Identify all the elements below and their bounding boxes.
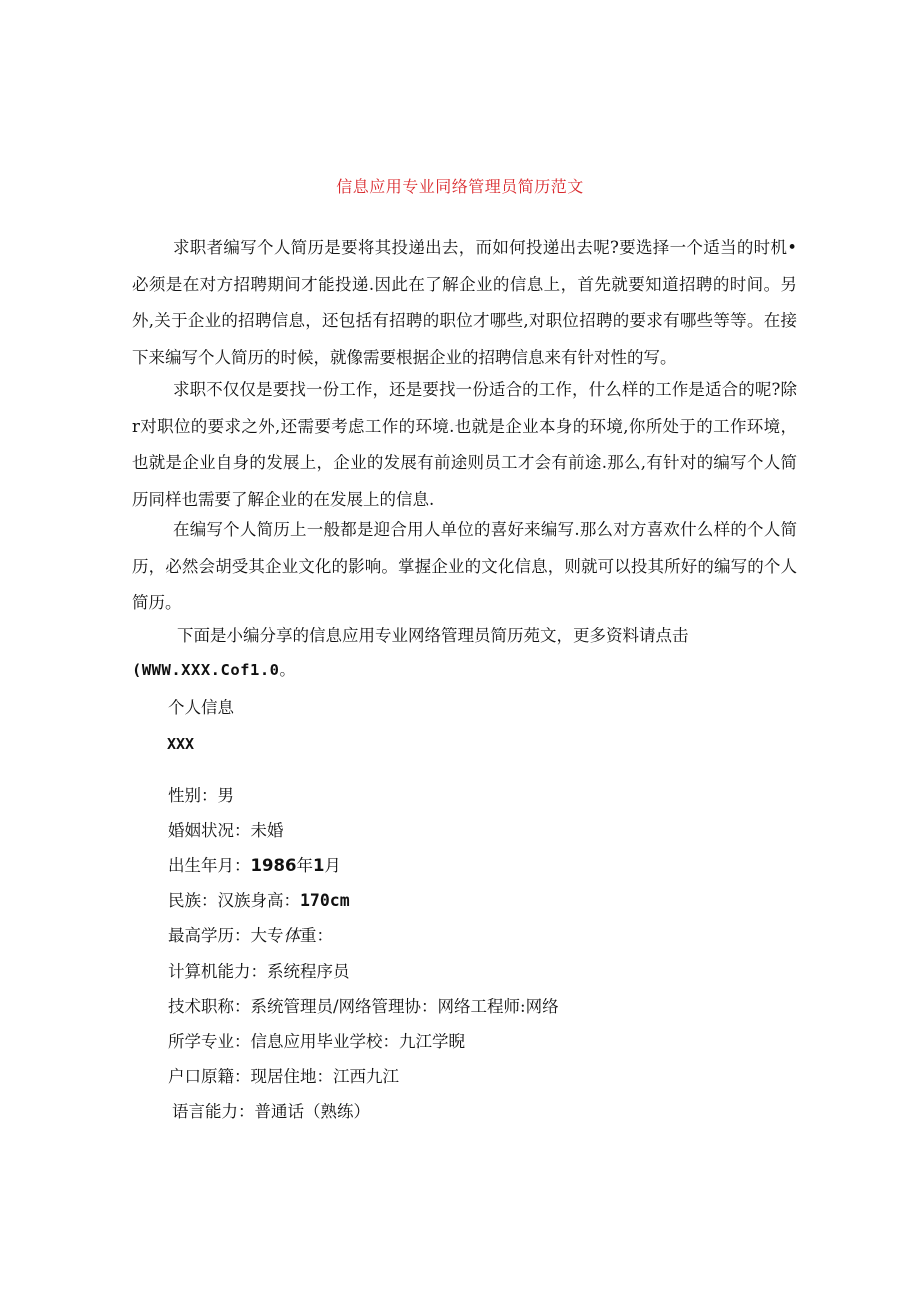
section-heading-personal-info: 个人信息 [168,698,234,717]
field-hukou [168,1063,399,1087]
field-marital-label: 婚姻状况： [168,821,251,840]
field-ethnicity-height-label: 民族：汉族身高： [168,891,300,910]
field-birth-label: 出生年月： [168,856,251,875]
field-birth-month-unit: 月 [324,856,341,875]
link-suffix: 。 [279,661,296,679]
field-birth-month: 1 [312,856,325,875]
field-marital-value: 未婚 [250,821,284,840]
field-birth-year-unit: 年 [296,856,313,875]
field-language-label: 语言能力： [172,1102,255,1121]
field-ethnicity-height [168,887,350,911]
field-title-skill [168,993,559,1017]
field-education-extra-suffix: 重： [300,926,333,945]
field-major-value: 信息应用毕业学校：九江学睨 [250,1032,465,1051]
resume-name: XXX [167,735,195,753]
field-major-label: 所学专业： [168,1032,251,1051]
field-computer-value: 系统程序员 [267,962,350,981]
field-hukou-value: 现居住地：江西九江 [250,1067,399,1086]
intro-line: 下面是小编分享的信息应用专业网络管理员简历苑文，更多资料请点击 [177,626,689,645]
field-language [172,1098,370,1122]
field-hukou-label: 户口原籍： [168,1067,251,1086]
field-computer [168,958,350,982]
paragraph-3: 在编写个人简历上一般都是迎合用人单位的喜好来编写.那么对方喜欢什么样的个人简历，必然会胡受其企业文化的影响。掌握企业的文化信息，则就可以投其所好的编写的个人简历。 [132,520,797,612]
document-title: 信息应用专业同络管理员简历范文 [336,177,584,196]
field-title-skill-value: 系统管理员/网络管理协：网络工程师:网络 [250,997,559,1016]
field-education-label: 最高学历：大专 [168,926,284,945]
more-info-link[interactable]: (WWW.XXX.Cof1.0 [132,661,280,679]
field-language-value: 普通话（熟练） [254,1102,370,1121]
field-gender-label: 性别： [168,786,218,805]
field-title-skill-label: 技术职称： [168,997,251,1016]
paragraph-1: 求职者编写个人简历是要将其投递出去，而如何投递出去呢?要选择一个适当的时机•必须是在对方招聘期间才能投递.因此在了解企业的信息上，首先就要知道招聘的时间。另外,关于企业的招聘信息，还包括有招聘的职位才哪些,对职位招聘的要求有哪些等等。在接下来编写个人简历的时候，就像需要根据企业的招聘信息来有针对性的写。 [132,238,797,367]
field-birth [168,852,341,876]
field-education [168,922,333,946]
field-computer-label: 计算机能力： [168,962,267,981]
field-major [168,1028,465,1052]
field-height-value: 170cm [300,891,350,910]
link-line [132,658,296,680]
field-birth-year: 1986 [250,856,297,875]
field-education-extra: 体 [283,926,300,945]
field-gender [168,782,234,806]
field-gender-value: 男 [217,786,234,805]
paragraph-2: 求职不仅仅是要找一份工作，还是要找一份适合的工作，什么样的工作是适合的呢?除r对职位的要求之外,还需要考虑工作的环境.也就是企业本身的环境,你所处于的工作环境，也就是企业自身的发展上，企业的发展有前途则员工才会有前途.那么,有针对的编写个人简历同样也需要了解企业的在发展上的信息. [132,380,797,509]
field-marital [168,817,284,841]
